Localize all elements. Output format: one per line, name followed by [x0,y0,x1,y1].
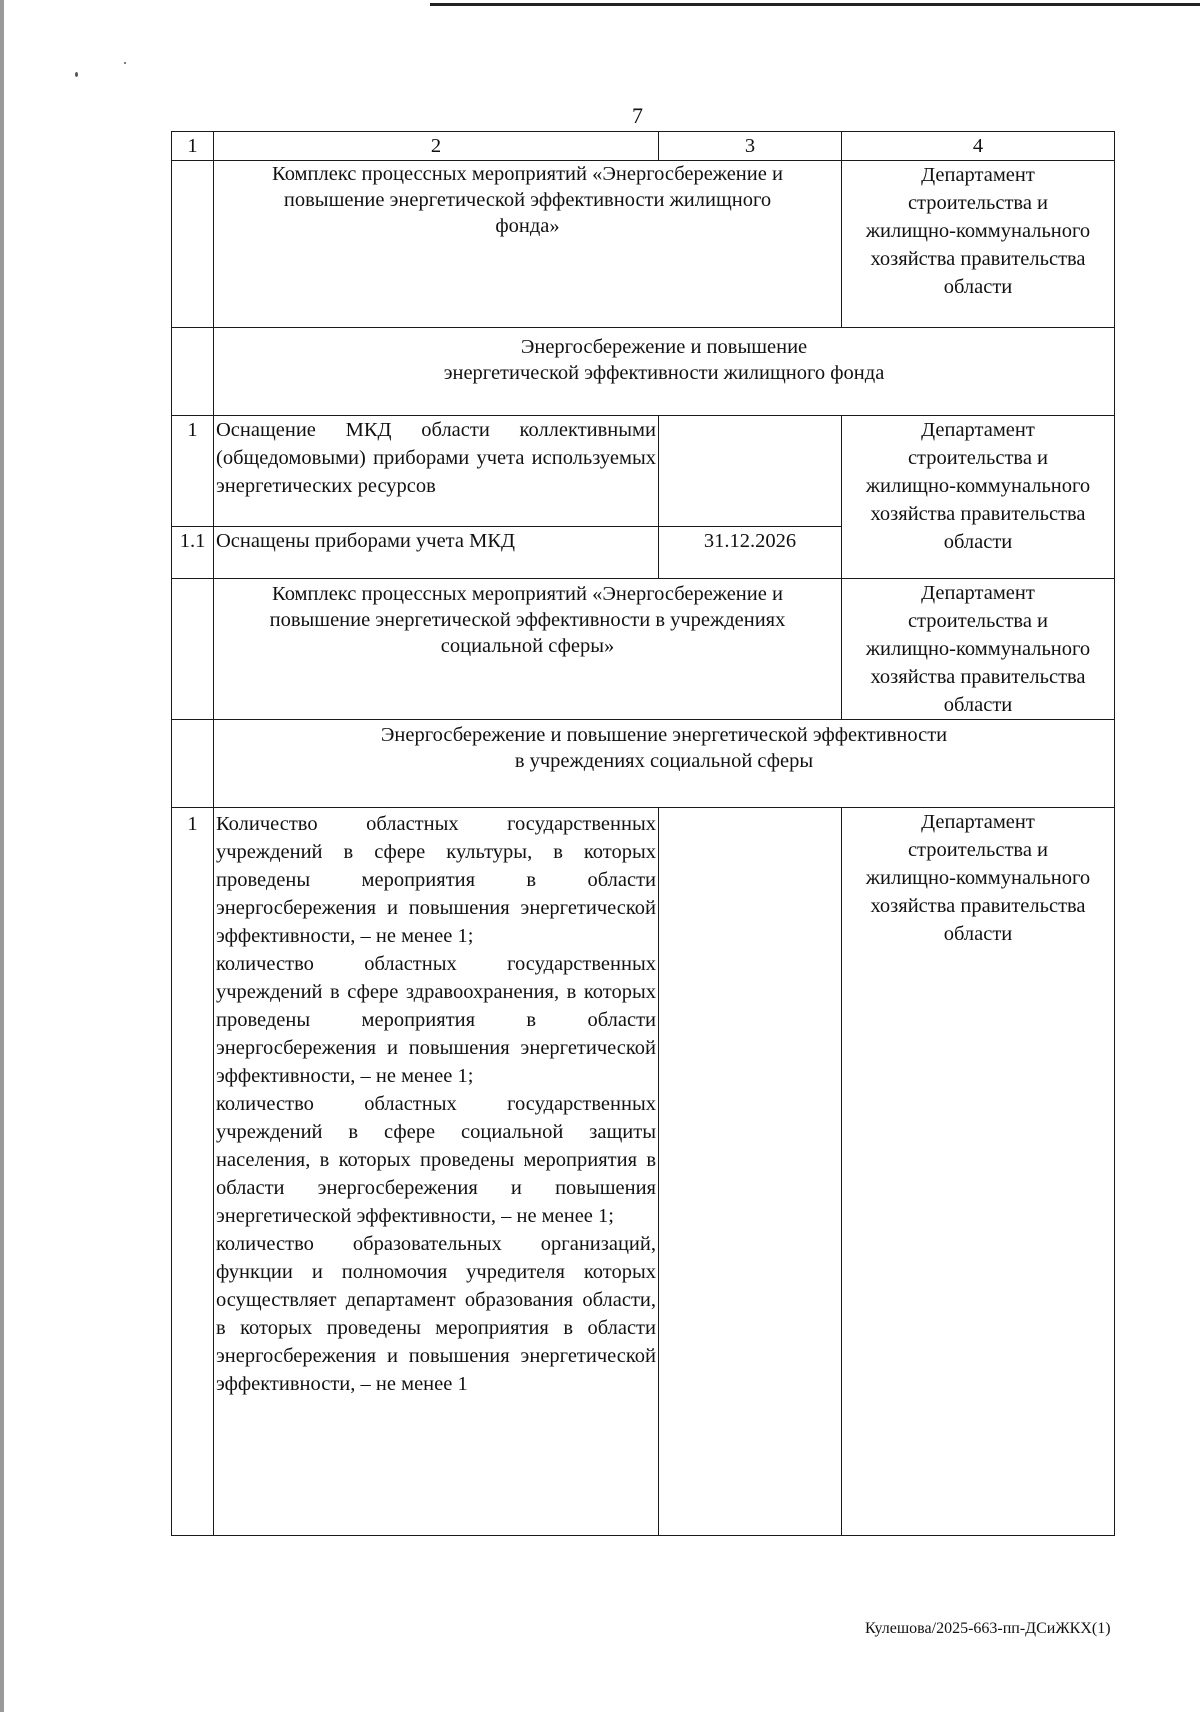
header-col-1: 1 [172,132,214,161]
responsible-department: Департамент строительства и жилищно-коммунального хозяйства правительства области [842,579,1115,720]
responsible-department: Департамент строительства и жилищно-коммунального хозяйства правительства области [842,416,1115,579]
table-header-row [172,132,1115,161]
subtitle-row-social [172,720,1115,808]
header-col-4: 4 [842,132,1115,161]
complex-row-housing [172,161,1115,328]
result-text: Оснащены приборами учета МКД [214,527,659,579]
task-number: 1 [172,808,214,1536]
page-number: 7 [632,103,643,128]
scan-top-line [430,3,1200,6]
task-row-housing [172,416,1115,527]
document-table [171,131,1115,1536]
complex-title-housing: Комплекс процессных мероприятий «Энергосбережение и повышение энергетической эффективности жилищного фонда» [214,161,842,328]
task-paragraph: количество областных государственных учреждений в сфере социальной защиты населения, в которых проведены мероприятия в области энергосбережения и повышения энергетической эффективности, – не менее 1; [216,1093,656,1227]
header-col-2: 2 [214,132,659,161]
task-text: Оснащение МКД области коллективными (общедомовыми) приборами учета используемых энергетических ресурсов [214,416,659,527]
subtitle-social: Энергосбережение и повышение энергетической эффективности в учреждениях социальной сферы [214,720,1115,808]
subtitle-row-housing [172,328,1115,416]
scan-left-edge [0,0,4,1712]
document-footer-code: Кулешова/2025-663-пп-ДСиЖКХ(1) [865,1620,1111,1637]
complex-title-social: Комплекс процессных мероприятий «Энергосбережение и повышение энергетической эффективности в учреждениях социальной сферы» [214,579,842,720]
result-number: 1.1 [172,527,214,579]
task-row-social [172,808,1115,1536]
task-paragraph: Количество областных государственных учреждений в сфере культуры, в которых проведены мероприятия в области энергосбережения и повышения энергетической эффективности, – не менее 1; [216,813,656,947]
task-number: 1 [172,416,214,527]
responsible-department: Департамент строительства и жилищно-коммунального хозяйства правительства области [842,161,1115,328]
task-paragraph: количество областных государственных учреждений в сфере здравоохранения, в которых проведены мероприятия в области энергосбережения и повышения энергетической эффективности, – не менее 1; [216,953,656,1087]
complex-row-social [172,579,1115,720]
result-date: 31.12.2026 [659,527,842,579]
task-paragraph: количество образовательных организаций, функции и полномочия учредителя которых осуществляет департамент образования области, в которых проведены мероприятия в области энергосбережения и повышения энергетической эффективности, – не менее 1 [216,1233,656,1395]
scan-speck [75,72,78,77]
scan-speck [124,62,126,64]
header-col-3: 3 [659,132,842,161]
responsible-department: Департамент строительства и жилищно-коммунального хозяйства правительства области [842,808,1115,1536]
subtitle-housing: Энергосбережение и повышение энергетической эффективности жилищного фонда [214,328,1115,416]
task-text-social [214,808,659,1536]
